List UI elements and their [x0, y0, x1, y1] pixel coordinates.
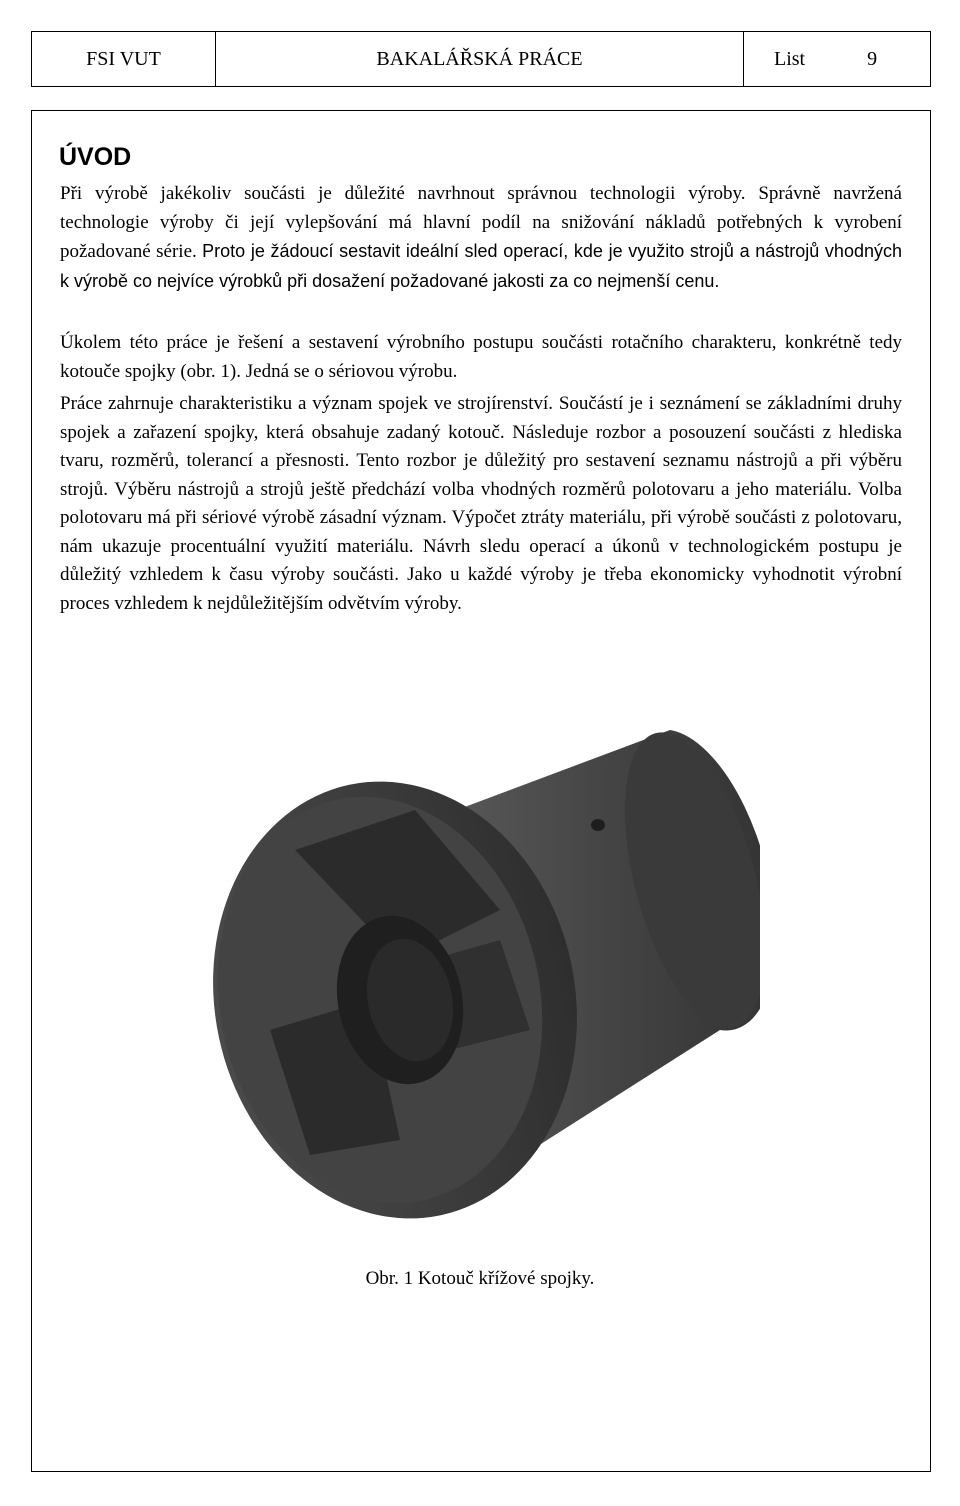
radial-hole: [591, 819, 605, 831]
paragraph-task: Úkolem této práce je řešení a sestavení výrobního postupu součásti rotačního charakteru, konkrétně tedy kotouče spojky (obr. 1). Jedná se o sériovou výrobu.: [60, 332, 902, 382]
page-header: [31, 31, 931, 87]
header-list-label: List: [774, 47, 806, 70]
paragraph-intro: [60, 180, 902, 296]
header-page-number: 9: [867, 47, 878, 70]
paragraph-intro-part1: Při výrobě jakékoliv součásti je důležité navrhnout správnou technologii výroby. Správně navržená technologie výroby či její vylepšování má hlavní podíl na snižování nákladů potřebných k vyrobení požadované série.: [60, 183, 902, 262]
header-school: [32, 32, 216, 86]
paragraph-content: Práce zahrnuje charakteristiku a význam spojek ve strojírenství. Součástí je i seznámení se základními druhy spojek a zařazení spojky, která obsahuje zadaný kotouč. Následuje rozbor a posouzení součásti z hlediska tvaru, rozměrů, tolerancí a přesnosti. Tento rozbor je důležitý pro sestavení seznamu nástrojů a při výběru strojů. Výběru nástrojů a strojů ještě předchází volba vhodných rozměrů polotovaru a jeho materiálu. Volba polotovaru má při sériové výrobě zásadní význam. Výpočet ztráty materiálu, při výrobě součásti z polotovaru, nám ukazuje procentuální využití materiálu. Návrh sledu operací a úkonů v technologickém postupu je důležitý vzhledem k času výroby součásti. Jako u každé výroby je třeba ekonomicky vyhodnotit výrobní proces vzhledem k nejdůležitějším odvětvím výroby.: [60, 393, 902, 614]
paragraph-intro-part2: Proto je žádoucí sestavit ideální sled operací, kde je využito strojů a nástrojů vhodných k výrobě co nejvíce výrobků při dosažení požadované jakosti za co nejmenší cenu.: [60, 241, 902, 291]
clutch-disc-image: [200, 700, 760, 1250]
header-thesis-type: [216, 32, 744, 86]
section-title: ÚVOD: [59, 143, 132, 171]
figure-caption: Obr. 1 Kotouč křížové spojky.: [365, 1268, 595, 1289]
header-page: [744, 32, 930, 86]
header-thesis-type-text: BAKALÁŘSKÁ PRÁCE: [376, 47, 583, 70]
header-school-text: FSI VUT: [86, 47, 161, 70]
